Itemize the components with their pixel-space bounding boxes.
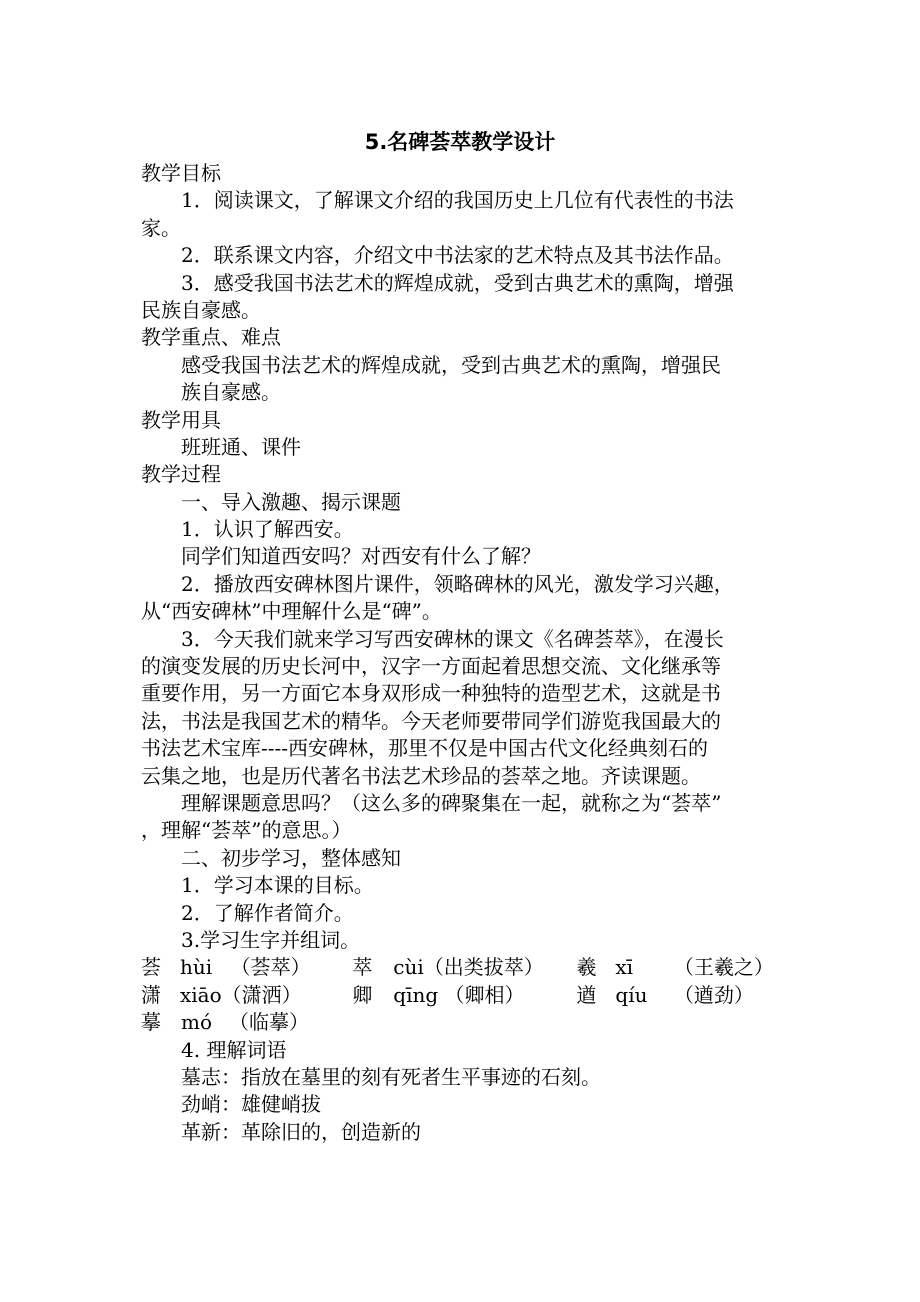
- pinyin-row: [141, 1009, 781, 1036]
- character: 摹: [141, 1010, 161, 1035]
- word: （遒劲）: [673, 982, 754, 1007]
- process-line: 同学们知道西安吗？对西安有什么了解？: [181, 544, 541, 569]
- document-body: [141, 160, 781, 1146]
- process-line: 的演变发展的历史长河中，汉字一方面起着思想交流、文化继承等: [141, 654, 721, 679]
- word: （王羲之）: [673, 955, 774, 980]
- character: 卿: [352, 982, 373, 1007]
- tools-line: 班班通、课件: [181, 434, 301, 459]
- pinyin-word: xiāo（潇洒）: [179, 982, 302, 1007]
- vocab-item: 墓志：指放在墓里的刻有死者生平事迹的石刻。: [181, 1064, 601, 1089]
- process-line: 法，书法是我国艺术的精华。今天老师要带同学们游览我国最大的: [141, 708, 721, 733]
- character: 羲: [576, 955, 597, 980]
- key-point-line: 感受我国书法艺术的辉煌成就，受到古典艺术的熏陶，增强民: [181, 352, 721, 377]
- vocab-item: 革新：革除旧的，创造新的: [181, 1119, 421, 1144]
- process-line: ，理解“荟萃”的意思。）: [141, 818, 352, 843]
- character: 萃: [352, 955, 373, 980]
- objective-line: 1．阅读课文，了解课文介绍的我国历史上几位有代表性的书法: [181, 188, 734, 213]
- objective-line: 3．感受我国书法艺术的辉煌成就，受到古典艺术的熏陶，增强: [181, 270, 734, 295]
- vocab-heading: 4. 理解词语: [181, 1037, 287, 1062]
- process-line: 二、初步学习，整体感知: [181, 845, 401, 870]
- process-line: 从“西安碑林”中理解什么是“碑”。: [141, 599, 442, 624]
- word: （荟萃）: [230, 955, 311, 980]
- pinyin-row: [141, 954, 781, 981]
- pinyin-word: cùi（出类拔萃）: [393, 955, 544, 980]
- process-line: 1．认识了解西安。: [181, 517, 354, 542]
- pinyin: hùi: [179, 955, 213, 980]
- process-line: 一、导入激趣、揭示课题: [181, 489, 401, 514]
- process-line: 云集之地，也是历代著名书法艺术珍品的荟萃之地。齐读课题。: [141, 763, 701, 788]
- section-heading-process: 教学过程: [141, 462, 221, 487]
- process-line: 3.学习生字并组词。: [181, 927, 361, 952]
- process-line: 3．今天我们就来学习写西安碑林的课文《名碑荟萃》，在漫长: [181, 626, 724, 651]
- character: 潇: [141, 982, 161, 1007]
- section-heading-objectives: 教学目标: [141, 161, 221, 185]
- objective-line: 民族自豪感。: [141, 297, 261, 322]
- pinyin: qíu: [615, 982, 648, 1007]
- process-line: 1．学习本课的目标。: [181, 873, 374, 898]
- process-line: 书法艺术宝库----西安碑林，那里不仅是中国古代文化经典刻石的: [141, 736, 709, 761]
- pinyin-word: qīng （卿相）: [393, 982, 525, 1007]
- document-title: 5.名碑荟萃教学设计: [364, 130, 556, 154]
- process-line: 2．了解作者简介。: [181, 900, 354, 925]
- pinyin: mó: [181, 1010, 213, 1035]
- section-heading-key-points: 教学重点、难点: [141, 325, 281, 350]
- character: 荟: [141, 955, 161, 980]
- pinyin: xī: [615, 955, 634, 980]
- word: （临摹）: [229, 1010, 309, 1035]
- process-line: 重要作用，另一方面它本身双形成一种独特的造型艺术，这就是书: [141, 681, 721, 706]
- section-heading-tools: 教学用具: [141, 407, 221, 432]
- vocab-item: 劲峭：雄健峭拔: [181, 1092, 321, 1117]
- process-line: 理解课题意思吗？（这么多的碑聚集在一起，就称之为“荟萃”: [181, 790, 722, 815]
- objective-line: 家。: [141, 215, 181, 240]
- pinyin-row: [141, 982, 781, 1009]
- key-point-line: 族自豪感。: [181, 380, 281, 405]
- objective-line: 2．联系课文内容，介绍文中书法家的艺术特点及其书法作品。: [181, 243, 734, 268]
- process-line: 2．播放西安碑林图片课件，领略碑林的风光，激发学习兴趣，: [181, 571, 734, 596]
- character: 遒: [576, 982, 597, 1007]
